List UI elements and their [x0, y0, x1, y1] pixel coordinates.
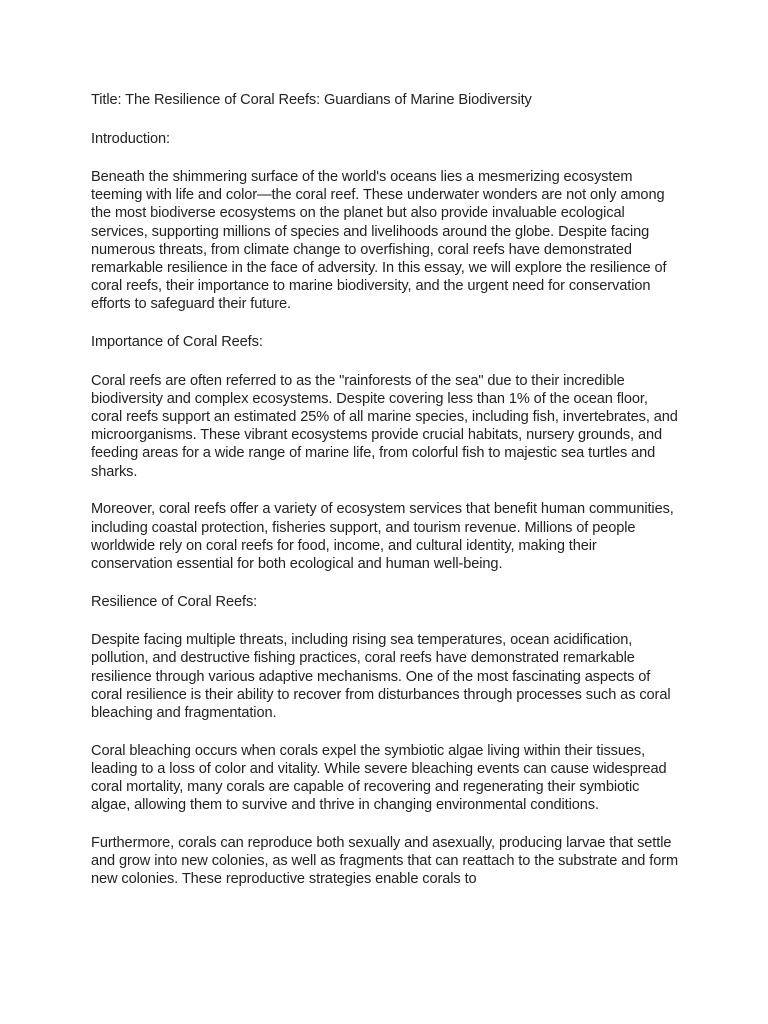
section-heading-importance: Importance of Coral Reefs:	[91, 334, 263, 351]
paragraph: Despite facing multiple threats, including rising sea temperatures, ocean acidification, pollution, and destructive fishing practices, coral reefs have demonstrated remarkable resilience through various adaptive mechanisms. One of the most fascinating aspects of coral resilience is their ability to recover from disturbances through processes such as coral bleaching and fragmentation.	[91, 632, 671, 721]
document-body	[91, 91, 681, 908]
document-title: Title: The Resilience of Coral Reefs: Guardians of Marine Biodiversity	[91, 92, 532, 108]
section-heading-resilience: Resilience of Coral Reefs:	[91, 593, 258, 610]
section-heading-introduction: Introduction:	[91, 130, 171, 147]
paragraph: Furthermore, corals can reproduce both sexually and asexually, producing larvae that settle and grow into new colonies, as well as fragments that can reattach to the substrate and form new colonies. These reproductive strategies enable corals to	[91, 834, 679, 888]
paragraph: Coral bleaching occurs when corals expel the symbiotic algae living within their tissues, leading to a loss of color and vitality. While severe bleaching events can cause widespread coral mortality, many corals are capable of recovering and regenerating their symbiotic algae, allowing them to survive and thrive in changing environmental conditions.	[91, 742, 667, 814]
paragraph: Coral reefs are often referred to as the "rainforests of the sea" due to their incredible biodiversity and complex ecosystems. Despite covering less than 1% of the ocean floor, coral reefs support an estimated 25% of all marine species, including fish, invertebrates, and microorganisms. These vibrant ecosystems provide crucial habitats, nursery grounds, and feeding areas for a wide range of marine life, from colorful fish to majestic sea turtles and sharks.	[91, 372, 678, 480]
paragraph: Beneath the shimmering surface of the world's oceans lies a mesmerizing ecosystem teeming with life and color—the coral reef. These underwater wonders are not only among the most biodiverse ecosystems on the planet but also provide invaluable ecological services, supporting millions of species and livelihoods around the globe. Despite facing numerous threats, from climate change to overfishing, coral reefs have demonstrated remarkable resilience in the face of adversity. In this essay, we will explore the resilience of coral reefs, their importance to marine biodiversity, and the urgent need for conservation efforts to safeguard their future.	[91, 169, 667, 313]
paragraph: Moreover, coral reefs offer a variety of ecosystem services that benefit human communities, including coastal protection, fisheries support, and tourism revenue. Millions of people worldwide rely on coral reefs for food, income, and cultural identity, making their conservation essential for both ecological and human well-being.	[91, 501, 674, 572]
